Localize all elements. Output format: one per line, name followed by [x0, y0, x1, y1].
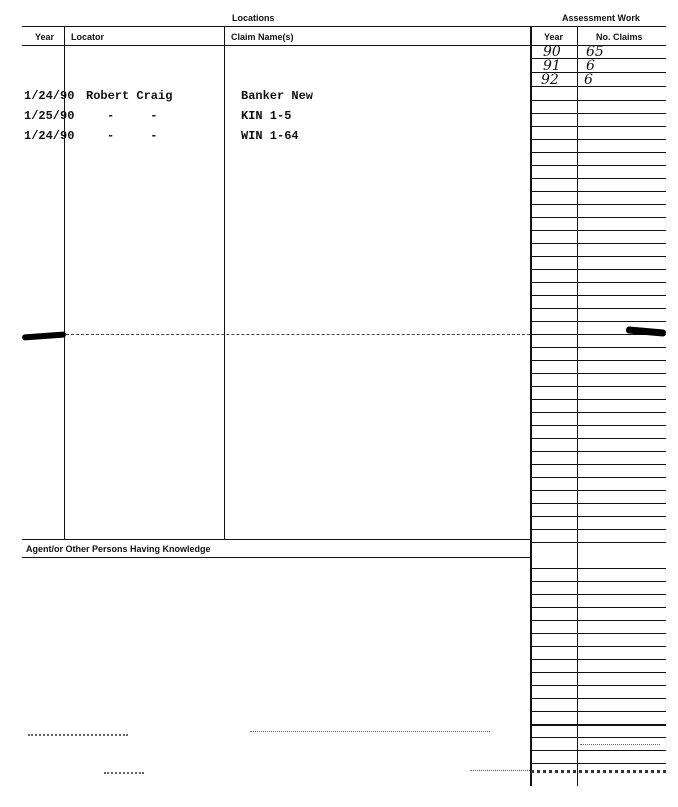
scan-noise [28, 734, 128, 738]
locator-claim-divider [224, 26, 225, 539]
location-claim: Banker New [241, 89, 314, 103]
scan-noise [104, 772, 144, 776]
scan-noise [250, 731, 490, 734]
assessment-year: 90 [543, 44, 561, 60]
location-year: 1/24/90 [24, 89, 75, 103]
assessment-work-heading: Assessment Work [562, 13, 640, 23]
location-claim: WIN 1-64 [241, 129, 299, 143]
assessment-ruled-rows [531, 0, 666, 807]
location-locator: - - [107, 109, 158, 123]
location-locator: Robert Craig [86, 89, 173, 103]
scan-noise [531, 770, 666, 775]
location-year: 1/24/90 [24, 129, 75, 143]
location-year: 1/25/90 [24, 109, 75, 123]
agent-bottom-rule [22, 557, 531, 558]
scan-noise [580, 744, 660, 747]
fold-line [66, 334, 530, 336]
assessment-claims: 65 [586, 44, 604, 60]
scan-noise [470, 770, 530, 773]
locations-heading: Locations [232, 13, 275, 23]
left-ink-smudge [22, 331, 66, 340]
year-column-header: Year [35, 32, 55, 42]
no-claims-column-header: No. Claims [596, 32, 643, 42]
assessment-year: 92 [541, 72, 559, 88]
agent-heading: Agent/or Other Persons Having Knowledge [26, 544, 211, 554]
agent-top-rule [22, 539, 531, 540]
assessment-year-column-header: Year [544, 32, 564, 42]
assessment-claims: 6 [584, 72, 593, 88]
location-claim: KIN 1-5 [241, 109, 292, 123]
assessment-claims: 6 [586, 58, 595, 74]
assessment-year: 91 [543, 58, 561, 74]
location-locator: - - [107, 129, 158, 143]
claim-names-column-header: Claim Name(s) [231, 32, 294, 42]
locator-column-header: Locator [71, 32, 105, 42]
